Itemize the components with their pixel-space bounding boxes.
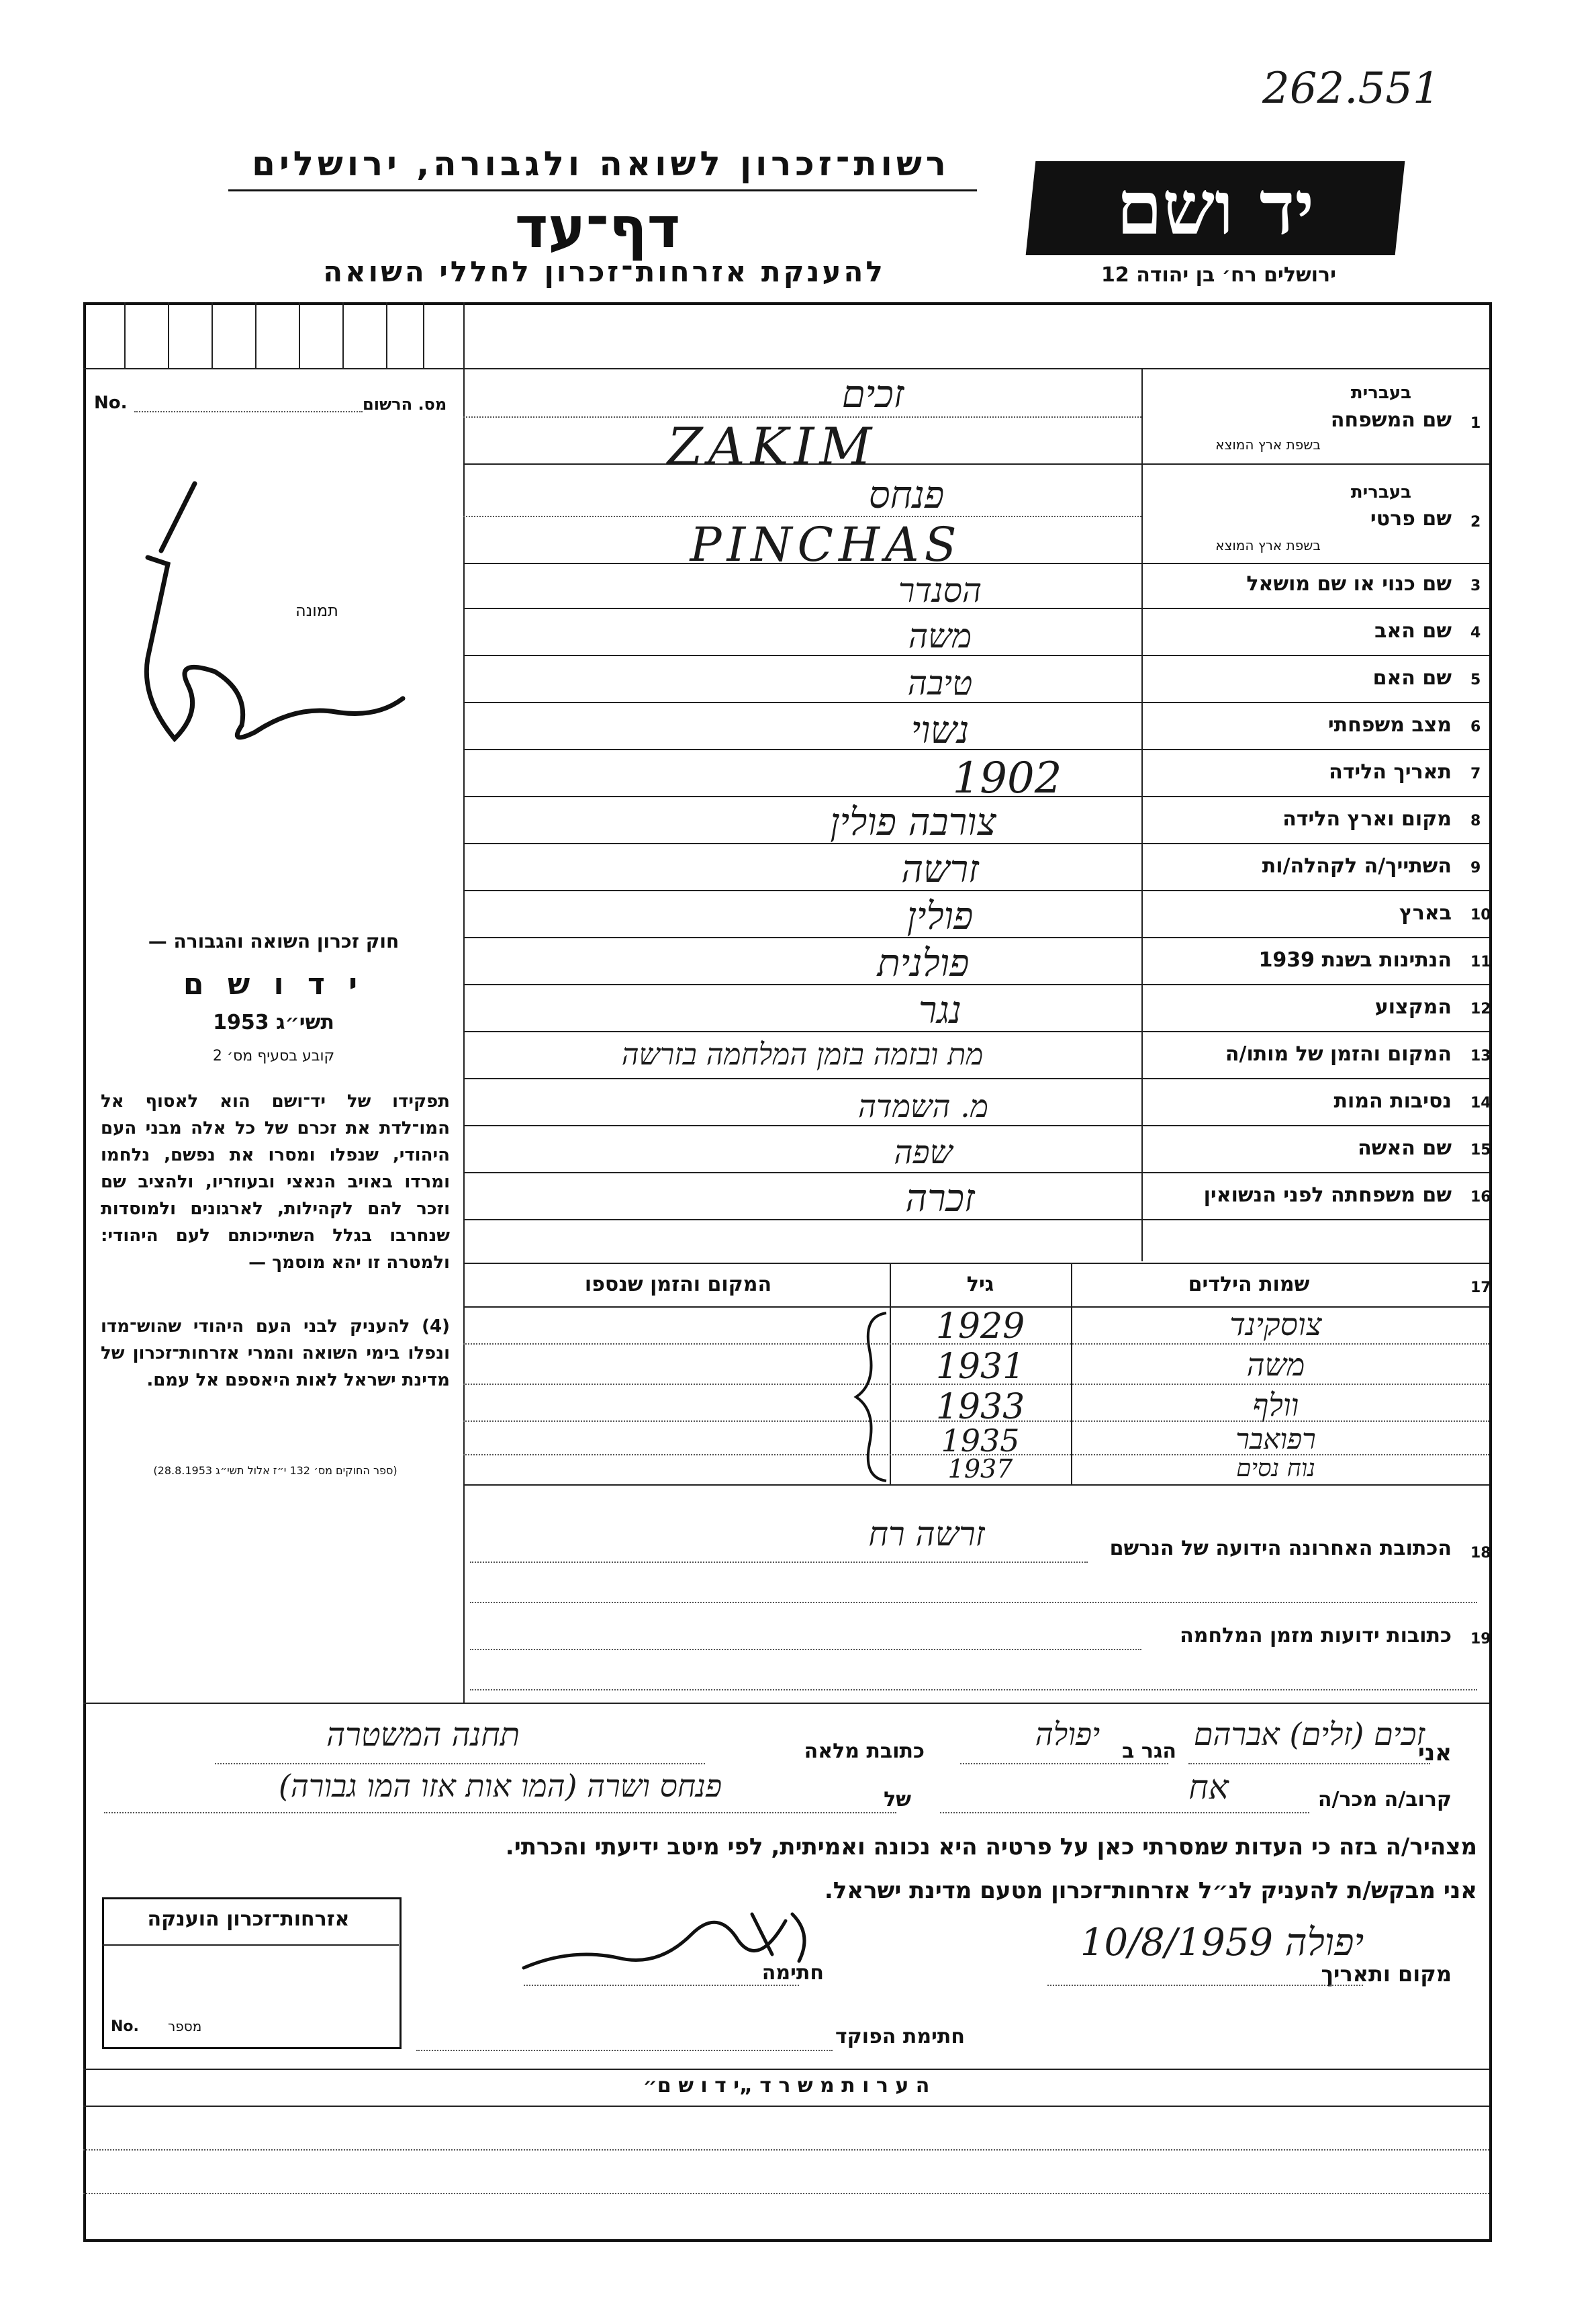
field-value: זכרה (905, 1177, 975, 1220)
official-signature-label: חתימת הפוקד (835, 2025, 965, 2048)
law-citation: (ספר החוקים מס׳ 132 י״ז אלול תשי״ג 28.8.1953) (153, 1464, 397, 1477)
declarant-label: אני (1417, 1739, 1452, 1766)
law-section: קובע בסעיף מס׳ 2 (212, 1048, 335, 1065)
field-label: שם המשפחה (1330, 408, 1452, 432)
field-number: 18 (1470, 1545, 1491, 1562)
field-value: נשוי (910, 709, 970, 752)
field-number: 6 (1470, 719, 1481, 735)
last-address-value: זרשה רח (868, 1515, 985, 1553)
field-label: שם האם (1372, 666, 1452, 690)
citizenship-number-latin: No. (111, 2018, 139, 2035)
field-value: טיבה (907, 664, 973, 703)
declarant-name-value: זכים (זלים) אברהם (1193, 1716, 1425, 1752)
children-col-age: גיל (966, 1273, 994, 1296)
field-value: נגר (918, 989, 962, 1032)
child-year: 1935 (941, 1422, 1020, 1459)
children-col-names: שמות הילדים (1188, 1273, 1310, 1296)
field-label: כתובות ידועות מזמן המלחמה (1180, 1624, 1452, 1647)
office-notes-title: ה ע ר ו ת מ ש ר ד „י ד ו ש ם״ (643, 2074, 930, 2097)
field-label: שם פרטי (1370, 507, 1452, 531)
header-underline (228, 189, 977, 191)
field-number: 12 (1470, 1001, 1491, 1018)
address-label: כתובת מלאה (804, 1739, 925, 1763)
child-name: נוח נסים (1236, 1455, 1315, 1482)
field-label: המקום והזמן של מותו/ה (1225, 1042, 1452, 1066)
field-value: פולין (906, 895, 974, 938)
photo-label: תמונה (295, 601, 338, 620)
field-label: נסיבות המות (1333, 1089, 1452, 1113)
field-value: פולנית (877, 942, 970, 985)
law-text-2: (4) להעניק לבני העם היהודי שהוש־מדו ונפלו בימי השואה והמרי אזרחות־זכרון של מדינת ישראל לאות היאספם אל עמם. (101, 1316, 450, 1390)
field-number: 10 (1470, 907, 1491, 923)
field-label: הנתינות בשנת 1939 (1258, 948, 1452, 972)
place-date-label: מקום ותאריך (1321, 1961, 1452, 1987)
children-bracket (853, 1310, 893, 1484)
citizenship-number-label: מספר (168, 2018, 202, 2034)
child-year: 1937 (947, 1454, 1013, 1484)
signature-scribble (121, 457, 443, 766)
field-value: משה (908, 617, 972, 656)
field-value: צורבה פולין (830, 801, 996, 844)
child-name: וולף (1252, 1387, 1299, 1423)
resides-value: יפולה (1035, 1716, 1100, 1752)
birth-date-value: 1902 (952, 754, 1062, 803)
field-label: מצב משפחתי (1327, 713, 1452, 737)
field-number: 8 (1470, 813, 1481, 829)
form-subtitle: להענקת אזרחות־זכרון לחללי השואה (323, 255, 886, 288)
field-sub-origin: בשפת ארץ המוצא (1215, 537, 1321, 553)
reg-no-latin: No. (94, 393, 128, 413)
resides-label: הגר ב (1122, 1739, 1176, 1763)
field-number: 11 (1470, 954, 1491, 970)
relative-value: אח (1188, 1768, 1229, 1807)
field-number: 7 (1470, 766, 1481, 782)
field-number: 5 (1470, 672, 1481, 688)
field-label: שם כנוי או שם מושאל (1246, 572, 1452, 596)
law-text-1: תפקידו של יד־ושם הוא לאסוף אל המו־לדת את זכרם של כל אלה מבני העם היהודי, שנפלו ומסרו את נפשם, נלחמו ומרדו באויב הנאצי ובעוזריו, ולהציב שם וזכר להם לקהילות, לארגונים ולמוסדות שנחרבו בגלל השתייכותם לעם היהודי: ולמטרה זו יהא מוסמך — (101, 1091, 450, 1273)
children-col-place: המקום והזמן שנספו (584, 1273, 772, 1296)
field-number: 13 (1470, 1048, 1491, 1065)
field-sub-hebrew: בעברית (1350, 482, 1411, 502)
field-label: שם משפחתה לפני הנשואין (1203, 1183, 1452, 1207)
field-label: בארץ (1399, 901, 1452, 925)
declaration-request: אני מבקש/ת להעניק לנ״ל אזרחות־זכרון מטעם מדינת ישראל. (824, 1877, 1477, 1904)
field-sub-hebrew: בעברית (1350, 383, 1411, 403)
field-number: 16 (1470, 1189, 1491, 1206)
child-year: 1931 (935, 1347, 1025, 1387)
child-year: 1929 (935, 1306, 1025, 1347)
field-number: 15 (1470, 1142, 1491, 1159)
field-label: הכתובת האחרונה הידועה של הנרשם (1109, 1537, 1452, 1560)
first-name-origin-value: PINCHAS (690, 517, 962, 572)
reg-no-label: מס. הרשום (363, 395, 447, 414)
signature-label: חתימה (761, 1961, 824, 1985)
relative-label: קרוב/ה מכר/ה (1317, 1788, 1452, 1811)
full-address-value: תחנה המשטרה (326, 1716, 520, 1754)
of-label: של (884, 1788, 911, 1811)
field-value: זרשה (901, 848, 979, 891)
victim-relation-value: פנחס ושרה (המו אות אזו המו גבורה) (278, 1768, 722, 1804)
law-year: תשי״ג 1953 (213, 1011, 334, 1034)
field-sub-origin: בשפת ארץ המוצא (1215, 437, 1321, 453)
field-label: תאריך הלידה (1329, 760, 1452, 784)
field-number: 19 (1470, 1631, 1491, 1647)
declarant-signature (517, 1894, 826, 1988)
form-title: דף־עד (514, 195, 681, 261)
surname-origin-value: ZAKIM (667, 416, 878, 476)
place-date-value: יפולה 10/8/1959 (1080, 1921, 1364, 1964)
first-name-hebrew-value: פנחס (868, 473, 945, 517)
field-label: מקום וארץ הלידה (1282, 807, 1452, 831)
law-name: י ד ו ש ם (183, 967, 365, 1001)
field-number: 3 (1470, 578, 1481, 594)
field-label: שם האב (1374, 619, 1452, 643)
field-number: 17 (1470, 1279, 1491, 1296)
law-title: חוק זכרון השואה והגבורה — (148, 930, 400, 952)
field-number: 4 (1470, 625, 1481, 641)
field-label: שם האשה (1358, 1136, 1452, 1160)
field-label: המקצוע (1374, 995, 1452, 1019)
child-year: 1933 (935, 1387, 1025, 1427)
child-name: רפואבר (1235, 1422, 1316, 1455)
child-name: משה (1246, 1347, 1305, 1383)
field-value: הסנדר (898, 571, 982, 610)
reference-number: 262.551 (1262, 64, 1440, 114)
field-value: מת ובזמה בזמן המלחמה בזרשה (621, 1038, 984, 1072)
field-value: שפה (894, 1134, 953, 1171)
field-value: מ. השמדה (858, 1088, 988, 1124)
child-name: צוסקינד (1229, 1306, 1322, 1343)
field-label: השתייך/ה לקהלה/ות (1262, 854, 1452, 878)
surname-hebrew-value: זכים (841, 373, 904, 416)
citizenship-title: אזרחות־זכרון הוענקה (147, 1907, 350, 1931)
logo-address: ירושלים רח׳ בן יהודה 12 (1101, 263, 1336, 287)
field-number: 1 (1470, 415, 1481, 432)
declaration-statement: מצהיר/ה בזה כי העדות שמסרתי כאן על פרטיה היא נכונה ואמיתית, לפי מיטב ידיעתי והכרתי. (505, 1834, 1477, 1860)
field-number: 14 (1470, 1095, 1491, 1112)
field-number: 2 (1470, 514, 1481, 531)
field-number: 9 (1470, 860, 1481, 876)
institution-name: רשות־זכרון לשואה ולגבורה, ירושלים (252, 144, 950, 183)
logo-text: יד ושם (1116, 165, 1315, 251)
